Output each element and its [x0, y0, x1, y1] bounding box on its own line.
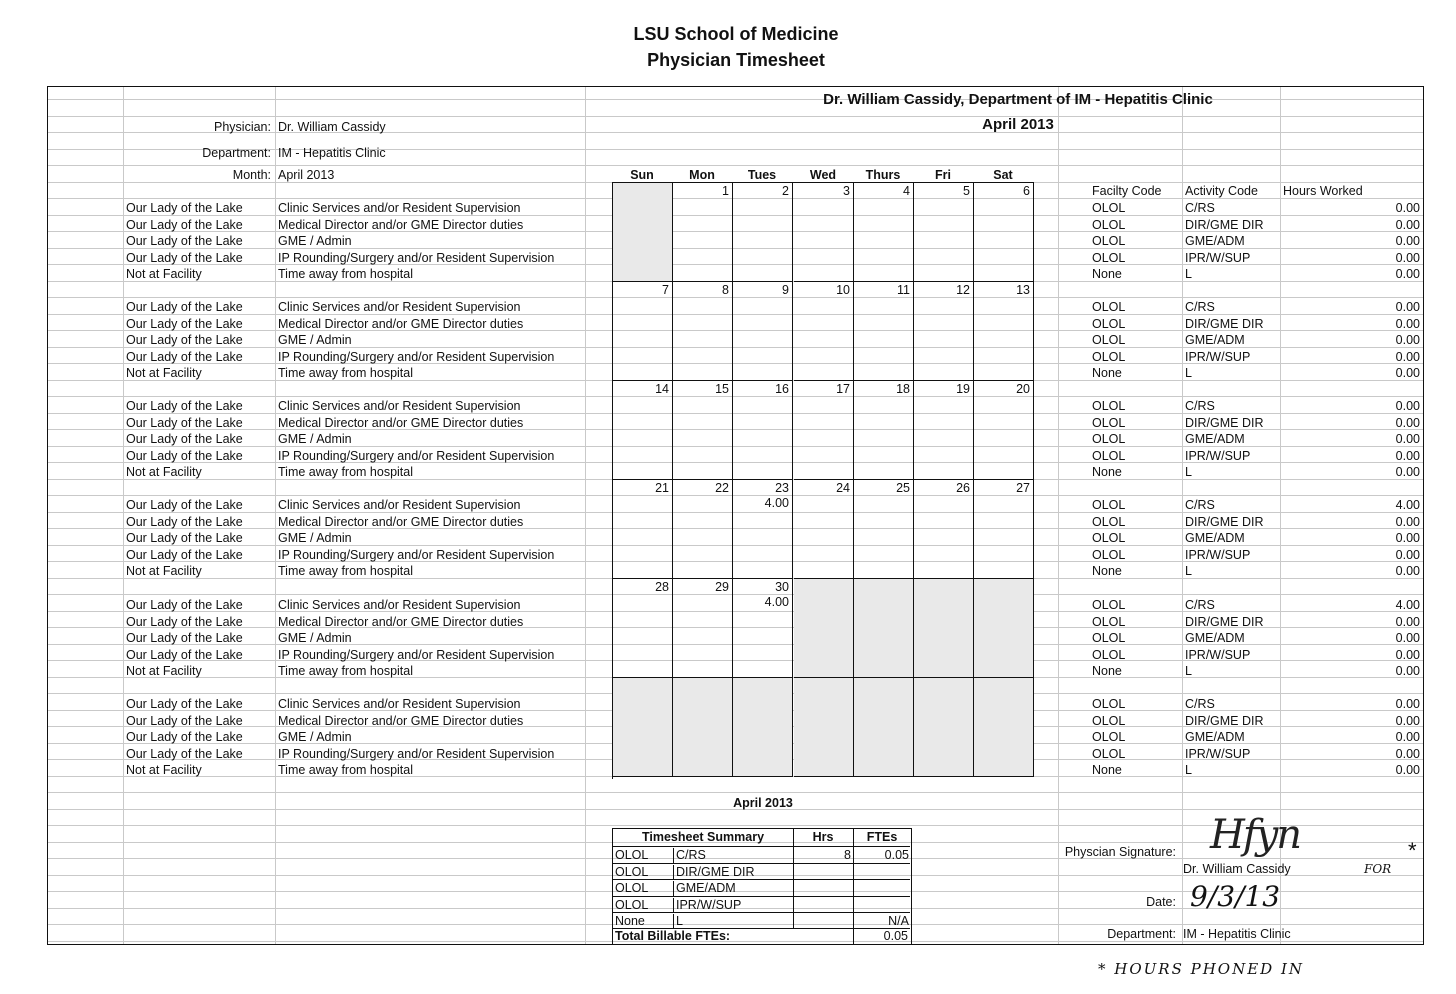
- hours-worked-value: 0.00: [1395, 514, 1420, 529]
- summary-hours: [793, 865, 851, 880]
- summary-fte-divider: [853, 829, 854, 944]
- activity-description: IP Rounding/Surgery and/or Resident Supervision: [278, 647, 555, 662]
- day-number: 27: [1016, 481, 1030, 495]
- calendar-day-cell: [974, 381, 1034, 480]
- activity-facility: Our Lady of the Lake: [126, 300, 243, 314]
- physician-name: Dr. William Cassidy: [278, 120, 386, 134]
- activity-facility: Our Lady of the Lake: [126, 647, 243, 662]
- activity-code: L: [1185, 564, 1192, 578]
- activity-facility: Our Lady of the Lake: [126, 349, 243, 364]
- activity-facility: Our Lady of the Lake: [126, 746, 243, 761]
- calendar-day-cell: [673, 183, 733, 282]
- summary-facility: OLOL: [615, 881, 649, 895]
- activity-code: GME/ADM: [1185, 631, 1245, 645]
- activity-code: IPR/W/SUP: [1185, 250, 1251, 265]
- facility-code: OLOL: [1092, 432, 1126, 446]
- calendar-day-cell: [974, 480, 1034, 579]
- calendar-day-cell: [914, 480, 974, 579]
- activity-description: IP Rounding/Surgery and/or Resident Supervision: [278, 448, 555, 463]
- day-number: 9: [782, 283, 789, 297]
- summary-activity: C/RS: [673, 848, 794, 863]
- day-number: 7: [662, 283, 669, 297]
- total-billable-label: Total Billable FTEs:: [615, 929, 731, 943]
- activity-description: Medical Director and/or GME Director duties: [278, 713, 524, 728]
- summary-hours: [793, 881, 851, 896]
- date-label: Date:: [1146, 895, 1176, 909]
- activity-code: DIR/GME DIR: [1185, 514, 1264, 529]
- calendar-empty-cell: [914, 579, 974, 678]
- calendar-day-cell: [914, 183, 974, 282]
- day-number: 13: [1016, 283, 1030, 297]
- activity-code: L: [1185, 465, 1192, 479]
- calendar-day-cell: [613, 480, 673, 579]
- summary-fte: N/A: [853, 914, 909, 929]
- hours-worked-value: 0.00: [1395, 746, 1420, 761]
- facility-code: None: [1092, 564, 1122, 578]
- activity-code: IPR/W/SUP: [1185, 547, 1251, 562]
- calendar-day-cell: [613, 381, 673, 480]
- facility-code: OLOL: [1092, 730, 1126, 744]
- activity-code: DIR/GME DIR: [1185, 614, 1264, 629]
- calendar-day-cell: [673, 381, 733, 480]
- activity-description: Medical Director and/or GME Director duties: [278, 614, 524, 629]
- activity-description: GME / Admin: [278, 631, 352, 645]
- calendar-empty-cell: [974, 678, 1034, 777]
- hours-worked-value: 0.00: [1395, 664, 1420, 678]
- calendar-day-cell: [733, 381, 793, 480]
- activity-facility: Our Lady of the Lake: [126, 316, 243, 331]
- calendar-empty-cell: [854, 678, 914, 777]
- hours-phoned-note: * HOURS PHONED IN: [1098, 960, 1305, 978]
- activity-facility: Our Lady of the Lake: [126, 201, 243, 215]
- calendar-day-cell: [854, 282, 914, 381]
- calendar-day-cell: [914, 282, 974, 381]
- activity-code: C/RS: [1185, 498, 1215, 512]
- calendar-empty-cell: [794, 678, 854, 777]
- facility-code: None: [1092, 664, 1122, 678]
- activity-description: Time away from hospital: [278, 366, 413, 380]
- hours-worked-value: 0.00: [1395, 300, 1420, 314]
- hours-worked-value: 4.00: [1395, 498, 1420, 512]
- summary-hrs-divider: [793, 829, 794, 928]
- month-label: Month:: [232, 168, 271, 182]
- calendar-empty-cell: [854, 579, 914, 678]
- hours-worked-value: 0.00: [1395, 217, 1420, 232]
- activity-description: Clinic Services and/or Resident Supervision: [278, 201, 521, 215]
- hours-worked-value: 4.00: [1395, 598, 1420, 612]
- activity-facility: Our Lady of the Lake: [126, 697, 243, 711]
- hours-worked-value: 0.00: [1395, 614, 1420, 629]
- calendar-empty-cell: [673, 678, 733, 777]
- day-number: 10: [836, 283, 850, 297]
- calendar-header-sat: Sat: [993, 168, 1013, 182]
- activity-description: IP Rounding/Surgery and/or Resident Supervision: [278, 547, 555, 562]
- grid-row-line: [48, 165, 1423, 166]
- activity-facility: Our Lady of the Lake: [126, 234, 243, 248]
- summary-row: [613, 846, 910, 863]
- activity-description: Medical Director and/or GME Director duties: [278, 316, 524, 331]
- activity-description: GME / Admin: [278, 730, 352, 744]
- activity-code: IPR/W/SUP: [1185, 349, 1251, 364]
- activity-description: IP Rounding/Surgery and/or Resident Supervision: [278, 746, 555, 761]
- hours-worked-value: 0.00: [1395, 465, 1420, 479]
- activity-description: GME / Admin: [278, 333, 352, 347]
- activity-code: C/RS: [1185, 300, 1215, 314]
- activity-description: Clinic Services and/or Resident Supervision: [278, 399, 521, 413]
- day-number: 16: [775, 382, 789, 396]
- calendar-day-cell: [974, 282, 1034, 381]
- facility-code: OLOL: [1092, 713, 1126, 728]
- summary-row: [613, 912, 910, 929]
- facility-code: OLOL: [1092, 697, 1126, 711]
- signature-name: Dr. William Cassidy: [1183, 862, 1291, 876]
- facility-code: OLOL: [1092, 531, 1126, 545]
- summary-facility: OLOL: [615, 864, 649, 879]
- department-value: IM - Hepatitis Clinic: [278, 146, 386, 160]
- day-number: 23: [775, 481, 789, 495]
- calendar-header-sun: Sun: [630, 168, 654, 182]
- activity-description: GME / Admin: [278, 234, 352, 248]
- activity-facility: Our Lady of the Lake: [126, 547, 243, 562]
- org-title: LSU School of Medicine: [633, 24, 839, 44]
- banner-month: April 2013: [982, 116, 1054, 133]
- activity-code: C/RS: [1185, 201, 1215, 215]
- day-number: 22: [715, 481, 729, 495]
- day-number: 26: [956, 481, 970, 495]
- activity-facility: Our Lady of the Lake: [126, 614, 243, 629]
- activity-code: GME/ADM: [1185, 234, 1245, 248]
- form-title: Physician Timesheet: [647, 50, 825, 70]
- activity-facility: Our Lady of the Lake: [126, 415, 243, 430]
- day-number: 25: [896, 481, 910, 495]
- day-number: 14: [655, 382, 669, 396]
- calendar-header-mon: Mon: [689, 168, 715, 182]
- activity-facility: Not at Facility: [126, 366, 202, 380]
- day-number: 21: [655, 481, 669, 495]
- hours-worked-value: 0.00: [1395, 763, 1420, 777]
- calendar-day-cell: [673, 282, 733, 381]
- day-number: 29: [715, 580, 729, 594]
- facility-code: None: [1092, 763, 1122, 777]
- summary-fte: [853, 898, 909, 913]
- day-number: 4: [903, 184, 910, 198]
- activity-code: IPR/W/SUP: [1185, 647, 1251, 662]
- calendar-day-cell: [673, 579, 733, 678]
- activity-code: L: [1185, 366, 1192, 380]
- activity-facility: Not at Facility: [126, 564, 202, 578]
- calendar-day-cell: [854, 480, 914, 579]
- facility-code: OLOL: [1092, 746, 1126, 761]
- summary-hrs-header: Hrs: [812, 830, 834, 844]
- calendar-day-cell: [733, 282, 793, 381]
- facility-code: OLOL: [1092, 498, 1126, 512]
- day-number: 12: [956, 283, 970, 297]
- activity-description: Medical Director and/or GME Director duties: [278, 415, 524, 430]
- activity-code: DIR/GME DIR: [1185, 316, 1264, 331]
- calendar-day-cell: [794, 381, 854, 480]
- activity-facility: Not at Facility: [126, 664, 202, 678]
- activity-facility: Our Lady of the Lake: [126, 399, 243, 413]
- activity-code: IPR/W/SUP: [1185, 448, 1251, 463]
- activity-facility: Our Lady of the Lake: [126, 432, 243, 446]
- calendar-header-tues: Tues: [747, 168, 777, 182]
- calendar-header-thurs: Thurs: [865, 168, 901, 182]
- hours-worked-value: 0.00: [1395, 697, 1420, 711]
- department-footer-label: Department:: [1107, 927, 1176, 941]
- activity-code: GME/ADM: [1185, 531, 1245, 545]
- activity-facility: Our Lady of the Lake: [126, 598, 243, 612]
- facility-code-header: Facilty Code: [1092, 184, 1162, 198]
- calendar-day-cell: [854, 381, 914, 480]
- activity-code: C/RS: [1185, 697, 1215, 711]
- signature: Hfyn: [1210, 812, 1301, 858]
- hours-worked-value: 0.00: [1395, 730, 1420, 744]
- facility-code: OLOL: [1092, 333, 1126, 347]
- activity-code-header: Activity Code: [1185, 184, 1258, 198]
- calendar-header-fri: Fri: [935, 168, 951, 182]
- facility-code: None: [1092, 465, 1122, 479]
- month-value: April 2013: [278, 168, 335, 182]
- activity-code: L: [1185, 664, 1192, 678]
- activity-code: L: [1185, 267, 1192, 281]
- facility-code: OLOL: [1092, 614, 1126, 629]
- activity-description: Clinic Services and/or Resident Supervision: [278, 300, 521, 314]
- activity-description: Time away from hospital: [278, 664, 413, 678]
- calendar-day-cell: [794, 480, 854, 579]
- activity-description: Time away from hospital: [278, 564, 413, 578]
- day-number: 8: [722, 283, 729, 297]
- hours-worked-value: 0.00: [1395, 234, 1420, 248]
- day-number: 19: [956, 382, 970, 396]
- activity-facility: Our Lady of the Lake: [126, 631, 243, 645]
- facility-code: OLOL: [1092, 300, 1126, 314]
- summary-hours: 8: [793, 848, 851, 863]
- hours-worked-value: 0.00: [1395, 250, 1420, 265]
- activity-description: GME / Admin: [278, 432, 352, 446]
- calendar-day-cell: [914, 381, 974, 480]
- hours-worked-value: 0.00: [1395, 349, 1420, 364]
- hours-worked-value: 0.00: [1395, 647, 1420, 662]
- day-number: 17: [836, 382, 850, 396]
- summary-facility: OLOL: [615, 848, 649, 862]
- activity-facility: Not at Facility: [126, 465, 202, 479]
- physician-label: Physician:: [214, 120, 271, 134]
- summary-title: Timesheet Summary: [641, 830, 765, 844]
- timesheet-summary: [612, 828, 912, 945]
- hours-worked-value: 0.00: [1395, 267, 1420, 281]
- activity-facility: Our Lady of the Lake: [126, 250, 243, 265]
- facility-code: OLOL: [1092, 217, 1126, 232]
- hours-worked-value: 0.00: [1395, 316, 1420, 331]
- hours-worked-value: 0.00: [1395, 333, 1420, 347]
- calendar-day-cell: [613, 579, 673, 678]
- summary-ftes-header: FTEs: [866, 830, 898, 844]
- activity-description: Clinic Services and/or Resident Supervision: [278, 598, 521, 612]
- facility-code: OLOL: [1092, 399, 1126, 413]
- activity-facility: Our Lady of the Lake: [126, 498, 243, 512]
- activity-description: Medical Director and/or GME Director duties: [278, 217, 524, 232]
- facility-code: None: [1092, 366, 1122, 380]
- day-hours: 4.00: [764, 595, 789, 609]
- activity-description: Clinic Services and/or Resident Supervision: [278, 697, 521, 711]
- facility-code: OLOL: [1092, 415, 1126, 430]
- activity-code: GME/ADM: [1185, 333, 1245, 347]
- department-footer-value: IM - Hepatitis Clinic: [1183, 927, 1291, 941]
- date-value: 9/3/13: [1190, 880, 1281, 913]
- activity-description: Time away from hospital: [278, 763, 413, 777]
- calendar-day-cell: [794, 282, 854, 381]
- calendar-day-cell: [733, 183, 793, 282]
- calendar-footer-month: April 2013: [733, 796, 793, 810]
- day-number: 30: [775, 580, 789, 594]
- hours-worked-value: 0.00: [1395, 448, 1420, 463]
- summary-fte: [853, 881, 909, 896]
- calendar-empty-cell: [974, 579, 1034, 678]
- facility-code: OLOL: [1092, 349, 1126, 364]
- facility-code: OLOL: [1092, 234, 1126, 248]
- activity-description: Clinic Services and/or Resident Supervision: [278, 498, 521, 512]
- total-billable-value: 0.05: [883, 929, 908, 943]
- grid-row-line: [48, 792, 1423, 793]
- calendar-day-cell: [673, 480, 733, 579]
- banner-title: Dr. William Cassidy, Department of IM - Hepatitis Clinic: [823, 91, 1213, 108]
- day-number: 24: [836, 481, 850, 495]
- facility-code: None: [1092, 267, 1122, 281]
- calendar-day-cell: [854, 183, 914, 282]
- hours-worked-value: 0.00: [1395, 415, 1420, 430]
- activity-facility: Our Lady of the Lake: [126, 730, 243, 744]
- calendar-day-cell: [974, 183, 1034, 282]
- signature-label: Physcian Signature:: [1064, 845, 1176, 859]
- hours-worked-value: 0.00: [1395, 564, 1420, 578]
- activity-code: DIR/GME DIR: [1185, 713, 1264, 728]
- activity-code: C/RS: [1185, 399, 1215, 413]
- activity-description: Time away from hospital: [278, 267, 413, 281]
- activity-code: GME/ADM: [1185, 730, 1245, 744]
- activity-facility: Our Lady of the Lake: [126, 514, 243, 529]
- activity-facility: Our Lady of the Lake: [126, 333, 243, 347]
- day-number: 6: [1023, 184, 1030, 198]
- hours-worked-header: Hours Worked: [1283, 184, 1363, 198]
- summary-row: [613, 879, 910, 896]
- calendar-day-cell: [733, 579, 793, 678]
- summary-row: [613, 863, 910, 880]
- hours-worked-value: 0.00: [1395, 531, 1420, 545]
- calendar-grid: [612, 182, 1034, 779]
- calendar-empty-cell: [613, 183, 673, 282]
- activity-description: Time away from hospital: [278, 465, 413, 479]
- facility-code: OLOL: [1092, 250, 1126, 265]
- facility-code: OLOL: [1092, 448, 1126, 463]
- activity-facility: Not at Facility: [126, 763, 202, 777]
- day-number: 18: [896, 382, 910, 396]
- summary-activity: GME/ADM: [673, 881, 794, 896]
- activity-code: DIR/GME DIR: [1185, 415, 1264, 430]
- hours-worked-value: 0.00: [1395, 432, 1420, 446]
- calendar-header-wed: Wed: [809, 168, 837, 182]
- activity-description: Medical Director and/or GME Director duties: [278, 514, 524, 529]
- day-number: 11: [897, 283, 910, 297]
- activity-code: L: [1185, 763, 1192, 777]
- calendar-day-cell: [733, 480, 793, 579]
- facility-code: OLOL: [1092, 598, 1126, 612]
- activity-code: GME/ADM: [1185, 432, 1245, 446]
- summary-hours: [793, 914, 851, 929]
- hours-worked-value: 0.00: [1395, 366, 1420, 380]
- activity-facility: Not at Facility: [126, 267, 202, 281]
- activity-description: IP Rounding/Surgery and/or Resident Supervision: [278, 250, 555, 265]
- day-number: 5: [963, 184, 970, 198]
- summary-hours: [793, 898, 851, 913]
- summary-facility: OLOL: [615, 897, 649, 912]
- facility-code: OLOL: [1092, 631, 1126, 645]
- calendar-day-cell: [794, 183, 854, 282]
- summary-fte: 0.05: [853, 848, 909, 863]
- facility-code: OLOL: [1092, 201, 1126, 215]
- activity-facility: Our Lady of the Lake: [126, 448, 243, 463]
- hours-worked-value: 0.00: [1395, 547, 1420, 562]
- summary-fte: [853, 865, 909, 880]
- activity-description: IP Rounding/Surgery and/or Resident Supervision: [278, 349, 555, 364]
- calendar-empty-cell: [914, 678, 974, 777]
- day-number: 3: [843, 184, 850, 198]
- hours-worked-value: 0.00: [1395, 399, 1420, 413]
- day-number: 15: [715, 382, 729, 396]
- summary-facility: None: [615, 914, 645, 928]
- summary-activity: IPR/W/SUP: [673, 898, 794, 913]
- calendar-empty-cell: [613, 678, 673, 777]
- day-number: 28: [655, 580, 669, 594]
- summary-row: [613, 896, 910, 913]
- activity-code: IPR/W/SUP: [1185, 746, 1251, 761]
- day-number: 1: [722, 184, 729, 198]
- activity-description: GME / Admin: [278, 531, 352, 545]
- facility-code: OLOL: [1092, 514, 1126, 529]
- asterisk-mark: *: [1408, 838, 1417, 863]
- calendar-empty-cell: [794, 579, 854, 678]
- day-number: 2: [782, 184, 789, 198]
- department-label: Department:: [202, 146, 271, 160]
- summary-activity: L: [673, 914, 794, 929]
- activity-facility: Our Lady of the Lake: [126, 217, 243, 232]
- facility-code: OLOL: [1092, 647, 1126, 662]
- calendar-day-cell: [613, 282, 673, 381]
- hours-worked-value: 0.00: [1395, 631, 1420, 645]
- activity-facility: Our Lady of the Lake: [126, 713, 243, 728]
- summary-activity: DIR/GME DIR: [673, 865, 794, 880]
- activity-facility: Our Lady of the Lake: [126, 531, 243, 545]
- activity-code: DIR/GME DIR: [1185, 217, 1264, 232]
- facility-code: OLOL: [1092, 316, 1126, 331]
- day-hours: 4.00: [764, 496, 789, 510]
- hours-worked-value: 0.00: [1395, 201, 1420, 215]
- day-number: 20: [1016, 382, 1030, 396]
- facility-code: OLOL: [1092, 547, 1126, 562]
- hours-worked-value: 0.00: [1395, 713, 1420, 728]
- calendar-empty-cell: [733, 678, 793, 777]
- activity-code: C/RS: [1185, 598, 1215, 612]
- for-note: FOR: [1364, 862, 1392, 876]
